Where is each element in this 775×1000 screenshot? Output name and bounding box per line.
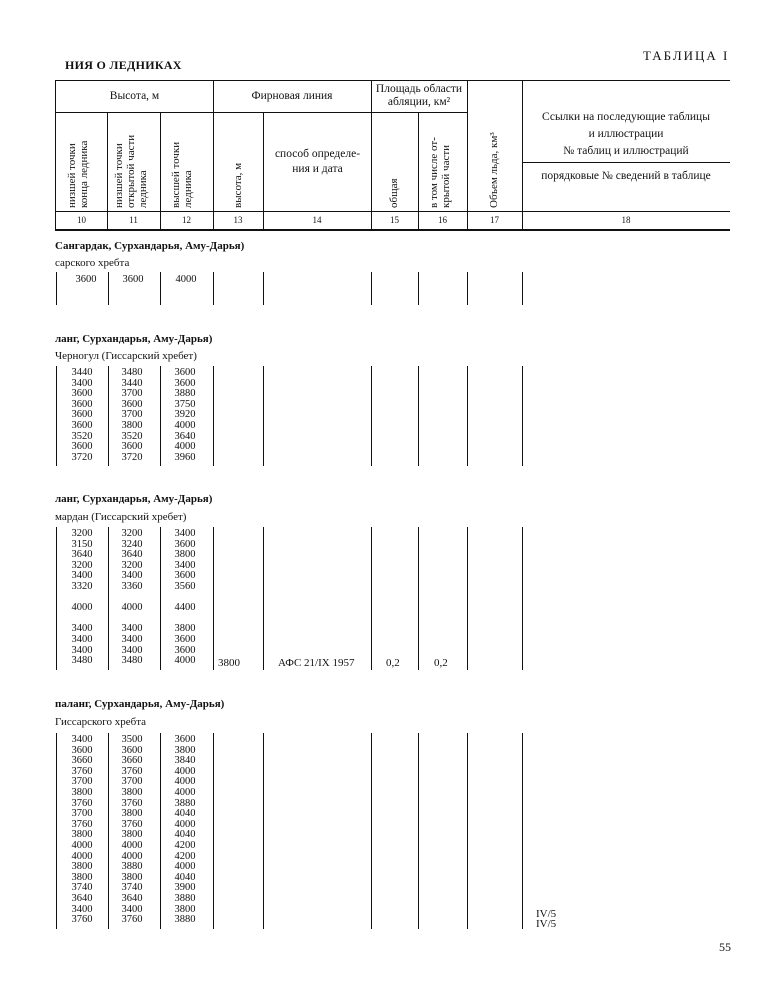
body-col-rule	[56, 733, 57, 929]
body-col-rule	[467, 366, 468, 466]
hcol-rule	[160, 112, 161, 230]
col11-values: 3500 3600 3660 3760 3700 3800 3760 3800 3760 3800 4000 4000 3880 3800 3740 3640 3400 3760	[121, 734, 143, 926]
column-number: 10	[77, 215, 86, 225]
column-number: 11	[129, 215, 138, 225]
col12-header: высшей точки ледника	[170, 141, 194, 208]
body-col-rule	[213, 733, 214, 929]
col10-values: 3440 3400 3600 3600 3600 3600 3520 3600 3720	[71, 367, 93, 463]
body-col-rule	[108, 733, 109, 929]
col10-values: 3600	[75, 274, 97, 285]
body-col-rule	[56, 272, 57, 305]
body-col-rule	[467, 733, 468, 929]
table-top-rule	[55, 80, 730, 81]
body-col-rule	[467, 272, 468, 305]
col11-header: низшей точки открытой части ледника	[113, 134, 149, 208]
body-col-rule	[108, 366, 109, 466]
firn-height-value: 3800	[218, 657, 240, 669]
col10-header: низшей точки конца ледника	[66, 140, 90, 208]
body-col-rule	[418, 527, 419, 670]
body-col-rule	[108, 527, 109, 670]
body-col-rule	[213, 272, 214, 305]
body-col-rule	[213, 527, 214, 670]
column-number: 17	[490, 215, 499, 225]
col14-header-1: способ определе-	[274, 148, 361, 160]
section-title: ланг, Сурхандарья, Аму-Дарья)	[55, 333, 213, 345]
body-col-rule	[371, 272, 372, 305]
body-col-rule	[522, 527, 523, 670]
body-col-rule	[160, 366, 161, 466]
firn-method-value: АФС 21/IX 1957	[278, 657, 355, 669]
body-col-rule	[160, 527, 161, 670]
col15-header: общая	[388, 178, 400, 208]
col12-values: 3400 3600 3800 3400 3600 3560 4400 3800 3600 3600 4000	[174, 528, 196, 667]
area-total-value: 0,2	[386, 657, 400, 669]
body-col-rule	[263, 527, 264, 670]
col17-header: Объем льда, км³	[488, 132, 500, 208]
col13-header: высота, м	[232, 162, 244, 208]
body-col-rule	[522, 272, 523, 305]
group-rule-area	[371, 112, 467, 113]
section-subtitle: мардан (Гиссарский хребет)	[55, 511, 187, 523]
area-group-label-1: Площадь области	[375, 83, 463, 95]
hcol-rule	[418, 112, 419, 230]
numbers-rule	[55, 211, 730, 212]
body-col-rule	[371, 366, 372, 466]
body-col-rule	[263, 272, 264, 305]
col10-values: 3400 3600 3660 3760 3700 3800 3760 3700 3760 3800 4000 4000 3800 3800 3740 3640 3400 3760	[71, 734, 93, 926]
body-col-rule	[371, 733, 372, 929]
area-group-label-2: абляции, км²	[387, 96, 451, 108]
col12-values: 4000	[175, 274, 197, 285]
ref-value: IV/5	[536, 918, 557, 930]
firn-group-label: Фирновая линия	[251, 90, 333, 102]
hcol-rule	[107, 112, 108, 230]
height-group-label: Высота, м	[109, 90, 160, 102]
body-col-rule	[467, 527, 468, 670]
col10-values: 3200 3150 3640 3200 3400 3320 4000 3400 3400 3400 3480	[71, 528, 93, 667]
section-subtitle: Гиссарского хребта	[55, 716, 147, 728]
hcol-rule	[213, 80, 214, 230]
section-title: ланг, Сурхандарья, Аму-Дарья)	[55, 493, 213, 505]
hcol-rule	[467, 80, 468, 230]
col11-values: 3480 3440 3700 3600 3700 3800 3520 3600 3720	[121, 367, 143, 463]
body-col-rule	[371, 527, 372, 670]
column-number: 16	[438, 215, 447, 225]
page-heading: НИЯ О ЛЕДНИКАХ	[65, 58, 182, 72]
refs-label-2: и иллюстрации	[588, 128, 664, 140]
body-col-rule	[263, 366, 264, 466]
col14-header-2: ния и дата	[292, 163, 343, 175]
refs-mid-rule	[522, 162, 730, 163]
refs-sub-1: № таблиц и иллюстраций	[563, 145, 689, 157]
section-title: паланг, Сурхандарья, Аму-Дарья)	[55, 698, 225, 710]
col12-values: 3600 3600 3880 3750 3920 4000 3640 4000 3960	[174, 367, 196, 463]
body-col-rule	[108, 272, 109, 305]
col11-values: 3200 3240 3640 3200 3400 3360 4000 3400 3400 3400 3480	[121, 528, 143, 667]
group-rule-firn	[213, 112, 371, 113]
column-number: 18	[621, 215, 631, 225]
group-rule-height	[55, 112, 213, 113]
table-label: ТАБЛИЦА I	[643, 48, 730, 63]
body-col-rule	[56, 527, 57, 670]
column-number: 15	[390, 215, 399, 225]
hcol-rule	[55, 80, 56, 230]
ref-value: IV/5	[536, 908, 557, 920]
column-number: 13	[233, 215, 243, 225]
col16-header: в том числе от-крытой части	[428, 137, 452, 208]
body-col-rule	[263, 733, 264, 929]
column-number: 12	[182, 215, 191, 225]
column-number: 14	[312, 215, 322, 225]
section-subtitle: сарского хребта	[55, 257, 130, 269]
body-col-rule	[522, 366, 523, 466]
table-bottom-rule	[55, 229, 730, 231]
col12-values: 3600 3800 3840 4000 4000 4000 3880 4040 4000 4040 4200 4200 4000 4040 3900 3880 3800 3880	[174, 734, 196, 926]
body-col-rule	[418, 272, 419, 305]
section-subtitle: Черногул (Гиссарский хребет)	[55, 350, 197, 362]
body-col-rule	[418, 366, 419, 466]
page-number: 55	[719, 940, 731, 954]
body-col-rule	[213, 366, 214, 466]
body-col-rule	[160, 272, 161, 305]
body-col-rule	[56, 366, 57, 466]
refs-label-1: Ссылки на последующие таблицы	[542, 111, 710, 123]
refs-sub-2: порядковые № сведений в таблице	[541, 170, 711, 182]
body-col-rule	[522, 733, 523, 929]
body-col-rule	[418, 733, 419, 929]
col11-values: 3600	[122, 274, 144, 285]
area-open-value: 0,2	[434, 657, 448, 669]
section-title: Сангардак, Сурхандарья, Аму-Дарья)	[55, 240, 245, 252]
body-col-rule	[160, 733, 161, 929]
